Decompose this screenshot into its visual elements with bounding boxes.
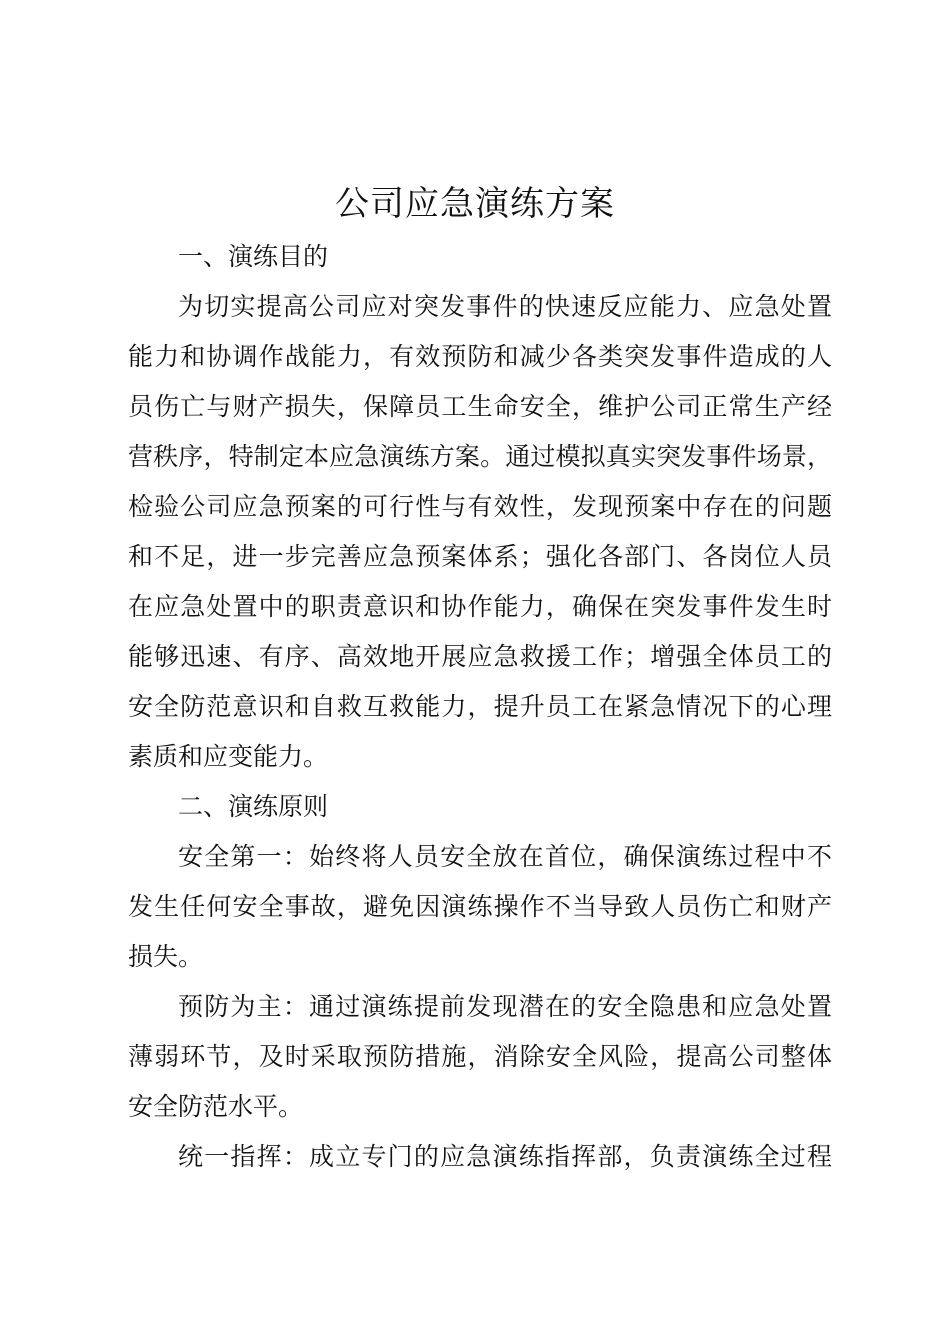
paragraph-line: 为切实提高公司应对突发事件的快速反应能力、应急处置: [178, 292, 832, 321]
paragraph-line: 在应急处置中的职责意识和协作能力，确保在突发事件发生时: [128, 592, 832, 621]
paragraph-line: 素质和应变能力。: [128, 742, 329, 771]
paragraph-line: 检验公司应急预案的可行性与有效性，发现预案中存在的问题: [128, 492, 832, 521]
section-heading: 二、演练原则: [178, 792, 329, 821]
paragraph-line: 安全防范意识和自救互救能力，提升员工在紧急情况下的心理: [128, 692, 832, 721]
paragraph-line: 统一指挥：成立专门的应急演练指挥部，负责演练全过程: [178, 1142, 832, 1171]
paragraph-line: 和不足，进一步完善应急预案体系；强化各部门、各岗位人员: [128, 542, 832, 571]
paragraph-line: 员伤亡与财产损失，保障员工生命安全，维护公司正常生产经: [128, 392, 832, 421]
document-title: 公司应急演练方案: [335, 184, 615, 224]
paragraph-line: 能够迅速、有序、高效地开展应急救援工作；增强全体员工的: [128, 642, 832, 671]
paragraph-line: 预防为主：通过演练提前发现潜在的安全隐患和应急处置: [178, 992, 832, 1021]
document-body: [128, 232, 832, 1182]
paragraph-line: 安全第一：始终将人员安全放在首位，确保演练过程中不: [178, 842, 832, 871]
section-heading: 一、演练目的: [178, 242, 329, 271]
paragraph-line: 营秩序，特制定本应急演练方案。通过模拟真实突发事件场景，: [128, 442, 832, 471]
paragraph-line: 能力和协调作战能力，有效预防和减少各类突发事件造成的人: [128, 342, 832, 371]
paragraph-line: 薄弱环节，及时采取预防措施，消除安全风险，提高公司整体: [128, 1042, 832, 1071]
paragraph-line: 损失。: [128, 942, 204, 971]
paragraph-line: 发生任何安全事故，避免因演练操作不当导致人员伤亡和财产: [128, 892, 832, 921]
paragraph-line: 安全防范水平。: [128, 1092, 304, 1121]
